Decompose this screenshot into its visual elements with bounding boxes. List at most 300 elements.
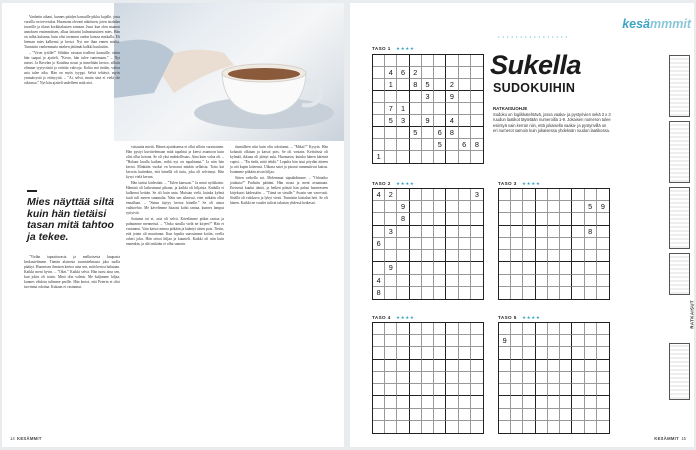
sudoku-cell[interactable] bbox=[410, 323, 422, 335]
sudoku-cell[interactable] bbox=[459, 275, 471, 287]
sudoku-cell[interactable] bbox=[572, 335, 584, 347]
sudoku-cell[interactable] bbox=[560, 226, 572, 238]
sudoku-cell[interactable] bbox=[471, 201, 483, 213]
sudoku-cell[interactable] bbox=[373, 91, 385, 103]
sudoku-cell[interactable] bbox=[410, 238, 422, 250]
sudoku-cell[interactable] bbox=[548, 275, 560, 287]
sudoku-cell[interactable] bbox=[385, 384, 397, 396]
sudoku-cell[interactable]: 9 bbox=[499, 335, 511, 347]
sudoku-cell[interactable]: 3 bbox=[471, 189, 483, 201]
sudoku-cell[interactable] bbox=[459, 347, 471, 359]
sudoku-cell[interactable] bbox=[422, 275, 434, 287]
sudoku-cell[interactable] bbox=[459, 91, 471, 103]
sudoku-cell[interactable] bbox=[385, 151, 397, 163]
sudoku-cell[interactable] bbox=[373, 201, 385, 213]
sudoku-cell[interactable] bbox=[548, 347, 560, 359]
sudoku-cell[interactable] bbox=[385, 139, 397, 151]
sudoku-cell[interactable] bbox=[446, 287, 458, 299]
sudoku-cell[interactable] bbox=[536, 421, 548, 433]
sudoku-cell[interactable] bbox=[572, 201, 584, 213]
sudoku-cell[interactable] bbox=[422, 323, 434, 335]
sudoku-cell[interactable] bbox=[410, 335, 422, 347]
sudoku-cell[interactable] bbox=[446, 275, 458, 287]
sudoku-cell[interactable] bbox=[585, 372, 597, 384]
sudoku-cell[interactable] bbox=[597, 384, 609, 396]
sudoku-cell[interactable] bbox=[385, 238, 397, 250]
sudoku-cell[interactable] bbox=[585, 360, 597, 372]
sudoku-cell[interactable] bbox=[548, 250, 560, 262]
sudoku-cell[interactable] bbox=[560, 360, 572, 372]
sudoku-cell[interactable]: 3 bbox=[397, 115, 409, 127]
sudoku-cell[interactable] bbox=[499, 226, 511, 238]
sudoku-cell[interactable] bbox=[560, 335, 572, 347]
sudoku-cell[interactable] bbox=[499, 384, 511, 396]
sudoku-cell[interactable] bbox=[471, 250, 483, 262]
sudoku-cell[interactable] bbox=[459, 421, 471, 433]
sudoku-cell[interactable] bbox=[385, 275, 397, 287]
sudoku-cell[interactable] bbox=[536, 250, 548, 262]
sudoku-cell[interactable] bbox=[434, 262, 446, 274]
sudoku-cell[interactable]: 2 bbox=[410, 67, 422, 79]
sudoku-cell[interactable] bbox=[434, 151, 446, 163]
sudoku-cell[interactable] bbox=[373, 262, 385, 274]
sudoku-cell[interactable]: 9 bbox=[597, 201, 609, 213]
sudoku-cell[interactable] bbox=[422, 384, 434, 396]
sudoku-cell[interactable] bbox=[385, 360, 397, 372]
sudoku-cell[interactable] bbox=[536, 396, 548, 408]
sudoku-cell[interactable] bbox=[585, 238, 597, 250]
sudoku-cell[interactable] bbox=[410, 189, 422, 201]
sudoku-cell[interactable] bbox=[397, 396, 409, 408]
sudoku-cell[interactable]: 2 bbox=[446, 79, 458, 91]
sudoku-cell[interactable] bbox=[511, 250, 523, 262]
sudoku-cell[interactable] bbox=[471, 127, 483, 139]
sudoku-cell[interactable] bbox=[471, 323, 483, 335]
sudoku-cell[interactable] bbox=[422, 151, 434, 163]
sudoku-cell[interactable] bbox=[410, 262, 422, 274]
sudoku-cell[interactable] bbox=[410, 139, 422, 151]
sudoku-cell[interactable]: 3 bbox=[422, 91, 434, 103]
sudoku-cell[interactable] bbox=[585, 213, 597, 225]
sudoku-cell[interactable] bbox=[446, 262, 458, 274]
sudoku-cell[interactable] bbox=[410, 347, 422, 359]
sudoku-grid-2[interactable] bbox=[372, 188, 484, 300]
sudoku-cell[interactable] bbox=[523, 262, 535, 274]
sudoku-cell[interactable] bbox=[397, 360, 409, 372]
sudoku-cell[interactable] bbox=[459, 287, 471, 299]
sudoku-cell[interactable] bbox=[471, 384, 483, 396]
sudoku-cell[interactable] bbox=[373, 226, 385, 238]
sudoku-cell[interactable] bbox=[572, 360, 584, 372]
sudoku-cell[interactable] bbox=[397, 79, 409, 91]
sudoku-cell[interactable] bbox=[471, 55, 483, 67]
sudoku-cell[interactable] bbox=[459, 226, 471, 238]
sudoku-cell[interactable] bbox=[511, 226, 523, 238]
sudoku-cell[interactable] bbox=[459, 103, 471, 115]
sudoku-cell[interactable] bbox=[471, 151, 483, 163]
sudoku-cell[interactable] bbox=[446, 139, 458, 151]
sudoku-cell[interactable] bbox=[523, 421, 535, 433]
sudoku-cell[interactable] bbox=[410, 287, 422, 299]
sudoku-cell[interactable] bbox=[523, 347, 535, 359]
sudoku-cell[interactable] bbox=[560, 384, 572, 396]
sudoku-cell[interactable] bbox=[422, 335, 434, 347]
sudoku-cell[interactable] bbox=[385, 372, 397, 384]
sudoku-cell[interactable] bbox=[410, 372, 422, 384]
sudoku-cell[interactable] bbox=[548, 396, 560, 408]
sudoku-cell[interactable] bbox=[560, 250, 572, 262]
sudoku-cell[interactable] bbox=[597, 409, 609, 421]
sudoku-cell[interactable] bbox=[471, 409, 483, 421]
sudoku-cell[interactable] bbox=[548, 201, 560, 213]
sudoku-cell[interactable] bbox=[471, 335, 483, 347]
sudoku-cell[interactable] bbox=[548, 323, 560, 335]
sudoku-cell[interactable] bbox=[385, 250, 397, 262]
sudoku-cell[interactable] bbox=[422, 238, 434, 250]
sudoku-cell[interactable] bbox=[422, 189, 434, 201]
sudoku-cell[interactable] bbox=[499, 360, 511, 372]
sudoku-cell[interactable] bbox=[548, 421, 560, 433]
sudoku-cell[interactable] bbox=[434, 384, 446, 396]
sudoku-cell[interactable] bbox=[560, 347, 572, 359]
sudoku-cell[interactable] bbox=[572, 226, 584, 238]
sudoku-cell[interactable] bbox=[597, 275, 609, 287]
sudoku-cell[interactable] bbox=[572, 262, 584, 274]
sudoku-cell[interactable] bbox=[523, 335, 535, 347]
sudoku-cell[interactable] bbox=[397, 421, 409, 433]
sudoku-cell[interactable] bbox=[397, 226, 409, 238]
sudoku-cell[interactable] bbox=[585, 421, 597, 433]
sudoku-cell[interactable] bbox=[511, 335, 523, 347]
sudoku-cell[interactable] bbox=[397, 238, 409, 250]
sudoku-cell[interactable] bbox=[410, 226, 422, 238]
sudoku-cell[interactable] bbox=[410, 409, 422, 421]
sudoku-cell[interactable] bbox=[511, 189, 523, 201]
sudoku-cell[interactable]: 7 bbox=[385, 103, 397, 115]
sudoku-cell[interactable] bbox=[459, 262, 471, 274]
sudoku-cell[interactable] bbox=[536, 201, 548, 213]
sudoku-cell[interactable] bbox=[536, 189, 548, 201]
sudoku-cell[interactable]: 9 bbox=[446, 91, 458, 103]
sudoku-cell[interactable] bbox=[471, 67, 483, 79]
sudoku-cell[interactable] bbox=[572, 323, 584, 335]
sudoku-cell[interactable]: 4 bbox=[373, 189, 385, 201]
sudoku-cell[interactable] bbox=[373, 335, 385, 347]
sudoku-cell[interactable]: 9 bbox=[385, 262, 397, 274]
sudoku-cell[interactable] bbox=[499, 238, 511, 250]
sudoku-cell[interactable] bbox=[385, 347, 397, 359]
sudoku-cell[interactable] bbox=[397, 335, 409, 347]
sudoku-cell[interactable]: 1 bbox=[385, 79, 397, 91]
sudoku-cell[interactable] bbox=[459, 409, 471, 421]
sudoku-cell[interactable] bbox=[446, 238, 458, 250]
sudoku-cell[interactable] bbox=[434, 238, 446, 250]
sudoku-cell[interactable] bbox=[585, 335, 597, 347]
sudoku-cell[interactable]: 1 bbox=[373, 151, 385, 163]
sudoku-cell[interactable] bbox=[459, 201, 471, 213]
sudoku-cell[interactable] bbox=[511, 347, 523, 359]
sudoku-cell[interactable] bbox=[422, 372, 434, 384]
sudoku-cell[interactable] bbox=[499, 201, 511, 213]
sudoku-cell[interactable] bbox=[560, 262, 572, 274]
sudoku-cell[interactable] bbox=[511, 201, 523, 213]
sudoku-cell[interactable] bbox=[597, 335, 609, 347]
sudoku-cell[interactable] bbox=[523, 201, 535, 213]
sudoku-cell[interactable] bbox=[560, 201, 572, 213]
sudoku-cell[interactable] bbox=[471, 287, 483, 299]
sudoku-cell[interactable] bbox=[410, 91, 422, 103]
sudoku-cell[interactable] bbox=[422, 55, 434, 67]
sudoku-cell[interactable] bbox=[385, 323, 397, 335]
sudoku-cell[interactable] bbox=[471, 226, 483, 238]
sudoku-grid-1[interactable] bbox=[372, 54, 484, 164]
sudoku-cell[interactable] bbox=[585, 409, 597, 421]
sudoku-cell[interactable] bbox=[422, 67, 434, 79]
sudoku-cell[interactable] bbox=[434, 396, 446, 408]
sudoku-cell[interactable] bbox=[410, 396, 422, 408]
sudoku-cell[interactable]: 4 bbox=[385, 67, 397, 79]
sudoku-cell[interactable] bbox=[471, 360, 483, 372]
sudoku-cell[interactable] bbox=[511, 262, 523, 274]
sudoku-cell[interactable] bbox=[459, 79, 471, 91]
sudoku-cell[interactable] bbox=[560, 275, 572, 287]
sudoku-cell[interactable] bbox=[499, 396, 511, 408]
sudoku-grid-5[interactable] bbox=[498, 322, 610, 434]
sudoku-cell[interactable] bbox=[422, 360, 434, 372]
sudoku-cell[interactable] bbox=[373, 396, 385, 408]
sudoku-cell[interactable] bbox=[499, 372, 511, 384]
sudoku-cell[interactable] bbox=[585, 262, 597, 274]
sudoku-cell[interactable] bbox=[459, 238, 471, 250]
sudoku-cell[interactable] bbox=[434, 115, 446, 127]
sudoku-cell[interactable] bbox=[397, 151, 409, 163]
sudoku-cell[interactable] bbox=[597, 372, 609, 384]
sudoku-cell[interactable] bbox=[585, 275, 597, 287]
sudoku-cell[interactable] bbox=[585, 250, 597, 262]
sudoku-cell[interactable] bbox=[373, 103, 385, 115]
sudoku-cell[interactable]: 9 bbox=[422, 115, 434, 127]
sudoku-cell[interactable] bbox=[499, 323, 511, 335]
sudoku-cell[interactable] bbox=[422, 213, 434, 225]
sudoku-cell[interactable] bbox=[548, 372, 560, 384]
sudoku-cell[interactable] bbox=[585, 189, 597, 201]
sudoku-cell[interactable] bbox=[572, 409, 584, 421]
sudoku-cell[interactable] bbox=[548, 384, 560, 396]
sudoku-cell[interactable] bbox=[471, 213, 483, 225]
sudoku-cell[interactable] bbox=[560, 409, 572, 421]
sudoku-cell[interactable] bbox=[397, 275, 409, 287]
sudoku-cell[interactable] bbox=[446, 421, 458, 433]
sudoku-cell[interactable] bbox=[548, 360, 560, 372]
sudoku-cell[interactable] bbox=[397, 323, 409, 335]
sudoku-cell[interactable] bbox=[499, 347, 511, 359]
sudoku-cell[interactable]: 5 bbox=[385, 115, 397, 127]
sudoku-cell[interactable] bbox=[548, 335, 560, 347]
sudoku-cell[interactable] bbox=[459, 396, 471, 408]
sudoku-cell[interactable] bbox=[471, 115, 483, 127]
sudoku-cell[interactable]: 3 bbox=[385, 226, 397, 238]
sudoku-cell[interactable] bbox=[410, 250, 422, 262]
sudoku-cell[interactable] bbox=[434, 226, 446, 238]
sudoku-cell[interactable] bbox=[422, 201, 434, 213]
sudoku-cell[interactable]: 5 bbox=[422, 79, 434, 91]
sudoku-cell[interactable]: 8 bbox=[397, 213, 409, 225]
sudoku-cell[interactable] bbox=[523, 360, 535, 372]
sudoku-cell[interactable] bbox=[572, 372, 584, 384]
sudoku-cell[interactable] bbox=[536, 372, 548, 384]
sudoku-cell[interactable] bbox=[511, 323, 523, 335]
sudoku-cell[interactable] bbox=[422, 347, 434, 359]
sudoku-cell[interactable] bbox=[434, 67, 446, 79]
sudoku-cell[interactable] bbox=[373, 250, 385, 262]
sudoku-cell[interactable]: 5 bbox=[410, 127, 422, 139]
sudoku-cell[interactable]: 2 bbox=[385, 189, 397, 201]
sudoku-cell[interactable] bbox=[536, 275, 548, 287]
sudoku-cell[interactable] bbox=[536, 335, 548, 347]
sudoku-cell[interactable] bbox=[536, 262, 548, 274]
sudoku-cell[interactable] bbox=[446, 201, 458, 213]
sudoku-cell[interactable] bbox=[511, 287, 523, 299]
sudoku-cell[interactable] bbox=[471, 275, 483, 287]
sudoku-cell[interactable]: 8 bbox=[471, 139, 483, 151]
sudoku-cell[interactable] bbox=[446, 189, 458, 201]
sudoku-cell[interactable] bbox=[434, 287, 446, 299]
sudoku-cell[interactable] bbox=[397, 55, 409, 67]
sudoku-cell[interactable] bbox=[385, 55, 397, 67]
sudoku-cell[interactable] bbox=[459, 115, 471, 127]
sudoku-cell[interactable] bbox=[422, 127, 434, 139]
sudoku-cell[interactable] bbox=[434, 360, 446, 372]
sudoku-cell[interactable]: 9 bbox=[397, 201, 409, 213]
sudoku-cell[interactable] bbox=[585, 384, 597, 396]
sudoku-cell[interactable] bbox=[422, 421, 434, 433]
sudoku-cell[interactable] bbox=[446, 347, 458, 359]
sudoku-grid-3[interactable] bbox=[498, 188, 610, 300]
sudoku-cell[interactable]: 8 bbox=[373, 287, 385, 299]
sudoku-cell[interactable] bbox=[499, 421, 511, 433]
sudoku-cell[interactable] bbox=[572, 238, 584, 250]
sudoku-cell[interactable] bbox=[523, 396, 535, 408]
sudoku-cell[interactable] bbox=[385, 396, 397, 408]
sudoku-cell[interactable] bbox=[410, 384, 422, 396]
sudoku-cell[interactable] bbox=[597, 287, 609, 299]
sudoku-cell[interactable] bbox=[373, 115, 385, 127]
sudoku-cell[interactable] bbox=[459, 55, 471, 67]
sudoku-cell[interactable] bbox=[536, 226, 548, 238]
sudoku-cell[interactable]: 1 bbox=[397, 103, 409, 115]
sudoku-cell[interactable] bbox=[511, 372, 523, 384]
sudoku-cell[interactable] bbox=[560, 189, 572, 201]
sudoku-cell[interactable] bbox=[523, 226, 535, 238]
sudoku-cell[interactable] bbox=[471, 79, 483, 91]
sudoku-cell[interactable] bbox=[422, 103, 434, 115]
sudoku-cell[interactable]: 4 bbox=[446, 115, 458, 127]
sudoku-cell[interactable] bbox=[523, 250, 535, 262]
sudoku-cell[interactable] bbox=[499, 189, 511, 201]
sudoku-cell[interactable] bbox=[397, 189, 409, 201]
sudoku-cell[interactable] bbox=[471, 262, 483, 274]
sudoku-cell[interactable] bbox=[523, 372, 535, 384]
sudoku-cell[interactable] bbox=[410, 201, 422, 213]
sudoku-cell[interactable] bbox=[572, 189, 584, 201]
sudoku-cell[interactable] bbox=[434, 372, 446, 384]
sudoku-cell[interactable] bbox=[459, 67, 471, 79]
sudoku-cell[interactable] bbox=[373, 384, 385, 396]
sudoku-cell[interactable] bbox=[511, 421, 523, 433]
sudoku-cell[interactable]: 8 bbox=[585, 226, 597, 238]
sudoku-cell[interactable] bbox=[373, 323, 385, 335]
sudoku-cell[interactable] bbox=[373, 127, 385, 139]
sudoku-cell[interactable] bbox=[422, 396, 434, 408]
sudoku-cell[interactable] bbox=[471, 372, 483, 384]
sudoku-cell[interactable] bbox=[397, 262, 409, 274]
sudoku-cell[interactable] bbox=[446, 213, 458, 225]
sudoku-cell[interactable] bbox=[385, 335, 397, 347]
sudoku-cell[interactable] bbox=[397, 139, 409, 151]
sudoku-cell[interactable] bbox=[434, 409, 446, 421]
sudoku-cell[interactable] bbox=[597, 250, 609, 262]
sudoku-cell[interactable] bbox=[536, 213, 548, 225]
sudoku-cell[interactable] bbox=[446, 360, 458, 372]
sudoku-cell[interactable] bbox=[422, 287, 434, 299]
sudoku-cell[interactable] bbox=[523, 238, 535, 250]
sudoku-cell[interactable] bbox=[572, 275, 584, 287]
sudoku-cell[interactable] bbox=[459, 127, 471, 139]
sudoku-cell[interactable] bbox=[499, 213, 511, 225]
sudoku-cell[interactable] bbox=[471, 91, 483, 103]
sudoku-cell[interactable] bbox=[548, 213, 560, 225]
sudoku-cell[interactable] bbox=[585, 396, 597, 408]
sudoku-cell[interactable] bbox=[536, 409, 548, 421]
sudoku-cell[interactable] bbox=[499, 262, 511, 274]
sudoku-cell[interactable] bbox=[597, 189, 609, 201]
sudoku-cell[interactable] bbox=[585, 323, 597, 335]
sudoku-cell[interactable] bbox=[434, 323, 446, 335]
sudoku-cell[interactable] bbox=[459, 335, 471, 347]
sudoku-cell[interactable] bbox=[471, 347, 483, 359]
sudoku-cell[interactable] bbox=[572, 347, 584, 359]
sudoku-cell[interactable]: 6 bbox=[459, 139, 471, 151]
sudoku-cell[interactable]: 6 bbox=[373, 238, 385, 250]
sudoku-cell[interactable] bbox=[499, 409, 511, 421]
sudoku-cell[interactable] bbox=[511, 409, 523, 421]
sudoku-cell[interactable] bbox=[459, 323, 471, 335]
sudoku-cell[interactable] bbox=[373, 421, 385, 433]
sudoku-cell[interactable] bbox=[597, 238, 609, 250]
sudoku-cell[interactable] bbox=[373, 372, 385, 384]
sudoku-cell[interactable] bbox=[597, 213, 609, 225]
sudoku-cell[interactable] bbox=[572, 213, 584, 225]
sudoku-cell[interactable] bbox=[434, 103, 446, 115]
sudoku-cell[interactable] bbox=[373, 79, 385, 91]
sudoku-cell[interactable] bbox=[548, 409, 560, 421]
sudoku-cell[interactable] bbox=[548, 189, 560, 201]
sudoku-cell[interactable] bbox=[597, 421, 609, 433]
sudoku-cell[interactable] bbox=[548, 262, 560, 274]
sudoku-cell[interactable] bbox=[373, 409, 385, 421]
sudoku-cell[interactable]: 6 bbox=[397, 67, 409, 79]
sudoku-cell[interactable] bbox=[597, 347, 609, 359]
sudoku-cell[interactable] bbox=[446, 396, 458, 408]
sudoku-cell[interactable] bbox=[385, 127, 397, 139]
sudoku-cell[interactable] bbox=[548, 287, 560, 299]
sudoku-cell[interactable] bbox=[446, 226, 458, 238]
sudoku-cell[interactable] bbox=[373, 213, 385, 225]
sudoku-cell[interactable] bbox=[523, 189, 535, 201]
sudoku-cell[interactable] bbox=[572, 421, 584, 433]
sudoku-cell[interactable] bbox=[511, 396, 523, 408]
sudoku-cell[interactable] bbox=[585, 287, 597, 299]
